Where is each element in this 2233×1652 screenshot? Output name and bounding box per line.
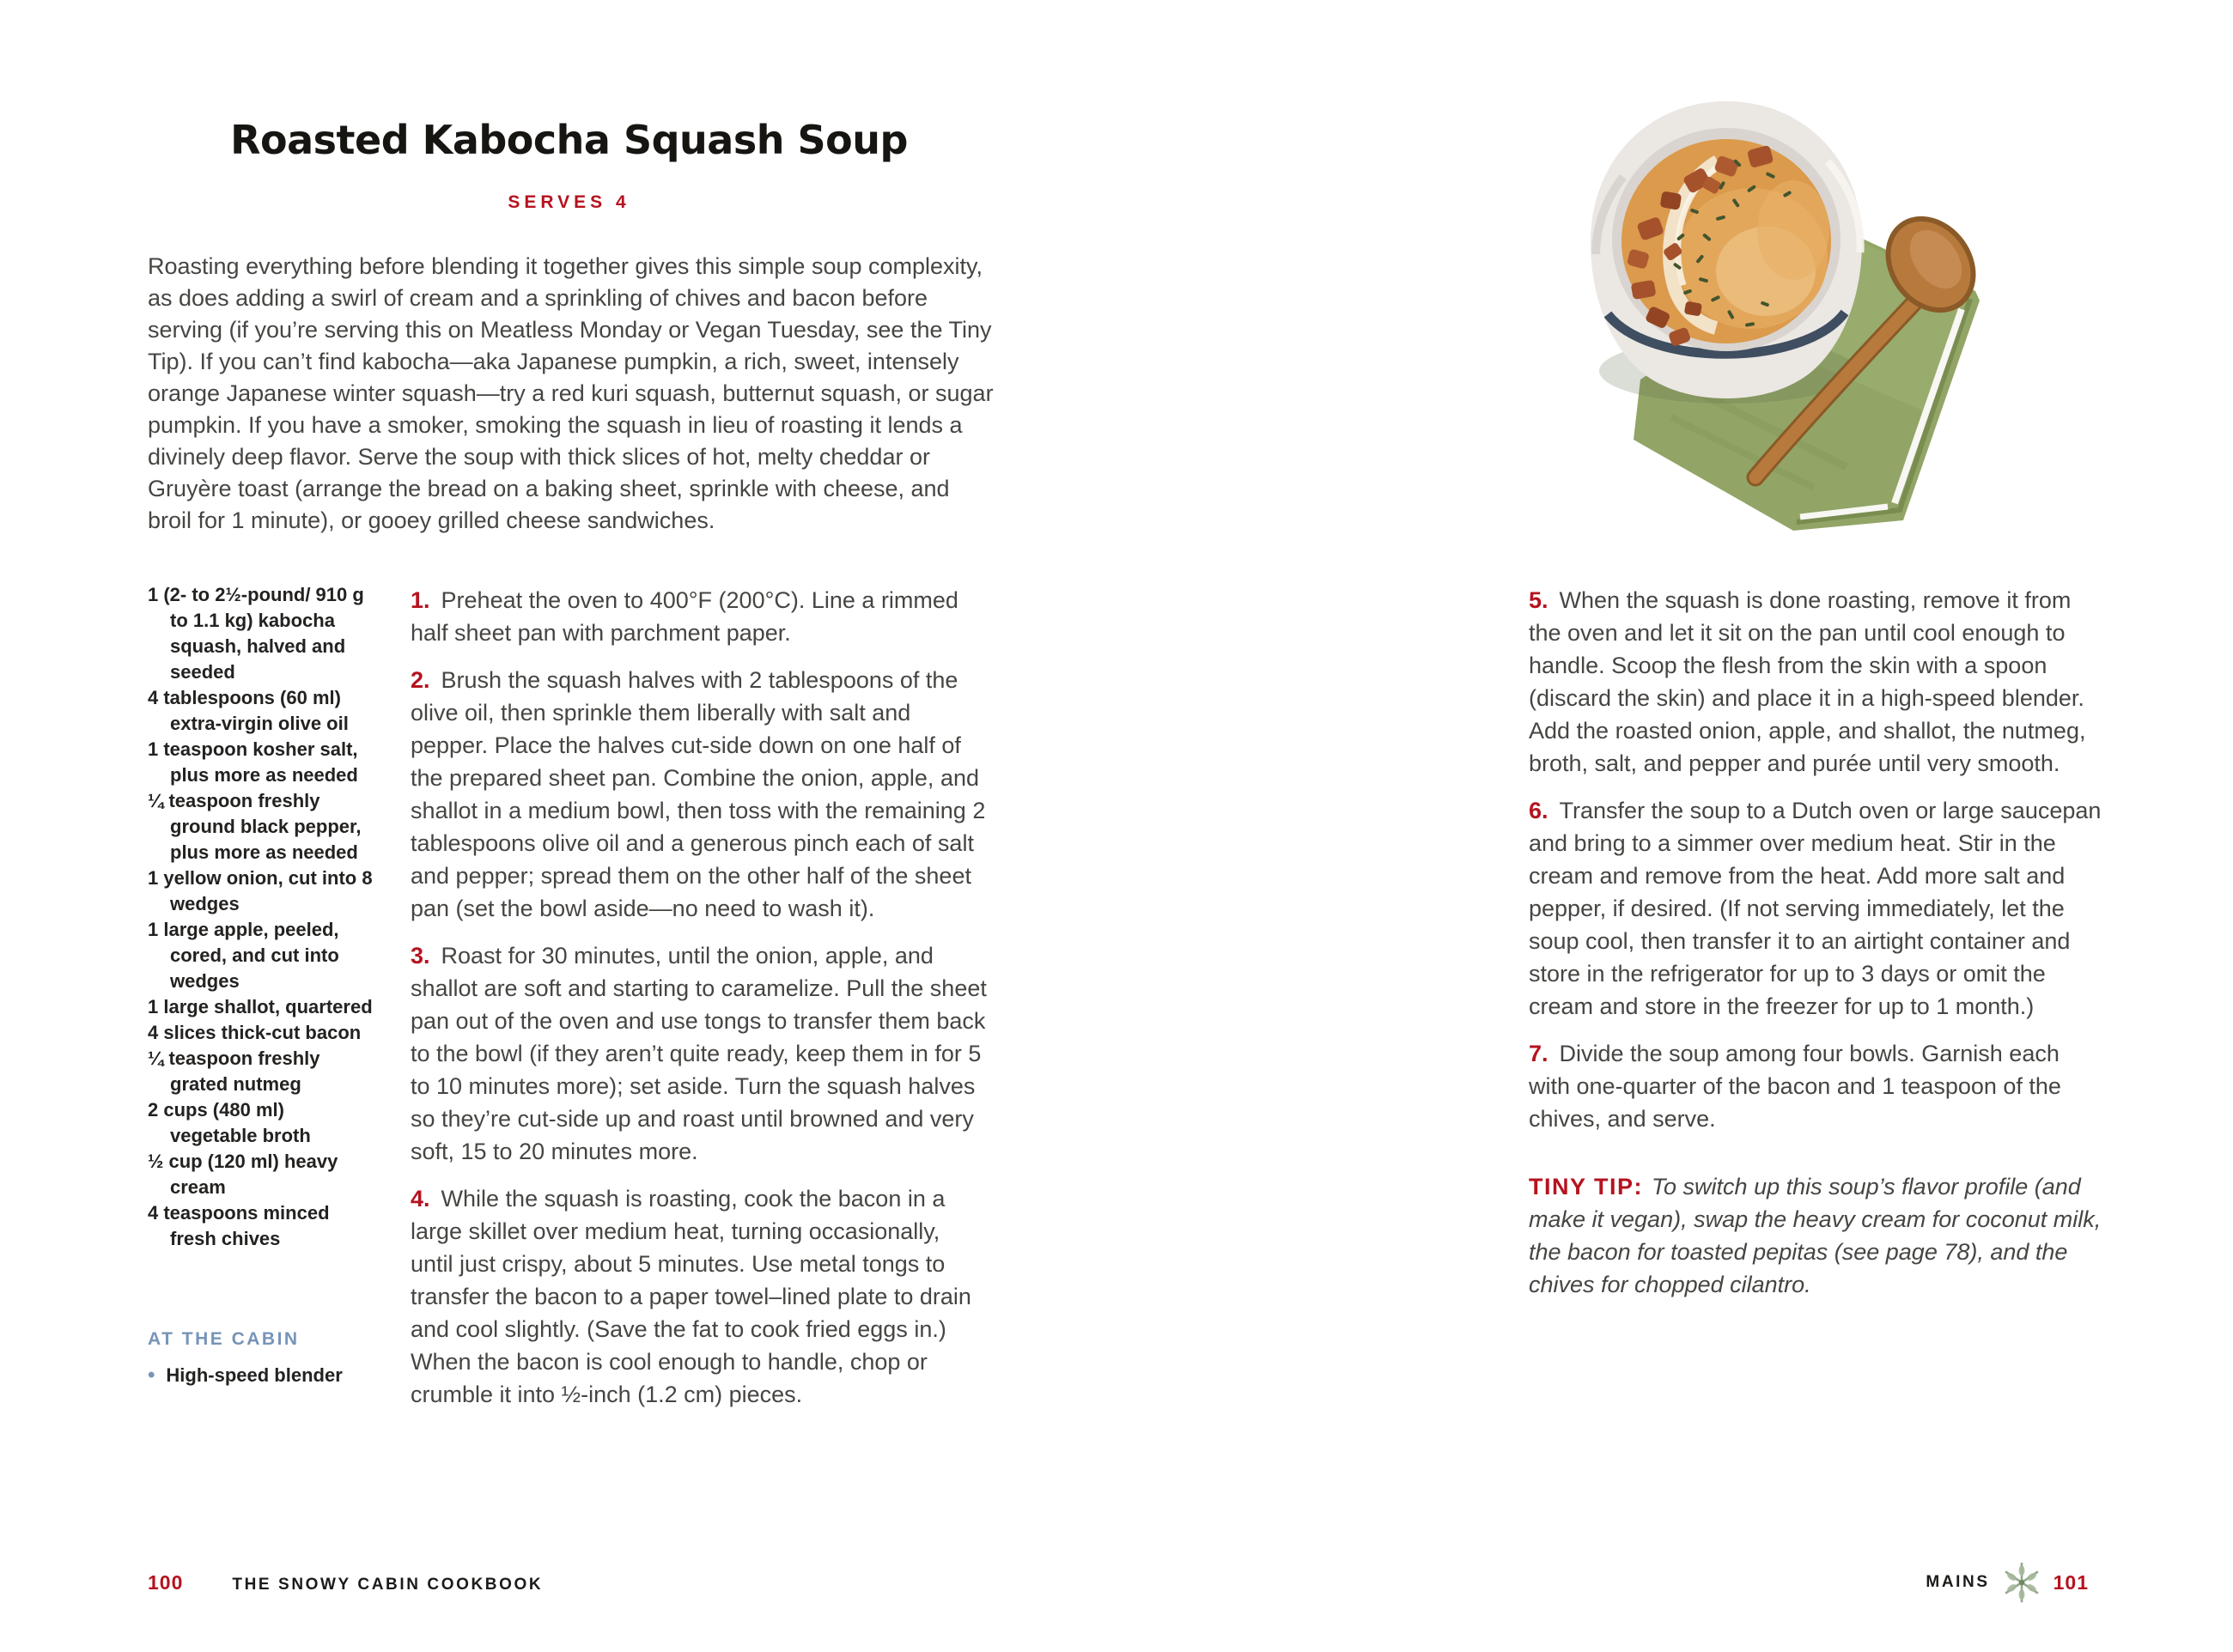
recipe-step-3: [411, 939, 988, 1168]
ingredient-item: 4 slices thick-cut bacon: [148, 1022, 362, 1043]
serves-label: SERVES 4: [508, 192, 630, 212]
steps-column-left: [411, 584, 988, 1425]
step-number: 5.: [1529, 587, 1548, 613]
step-number: 6.: [1529, 798, 1548, 823]
soup-bowl: [1591, 101, 1862, 404]
at-the-cabin-heading: AT THE CABIN: [148, 1329, 300, 1349]
ingredient-item: ¼ teaspoon freshly ground black pepper, plus more as needed: [148, 790, 362, 863]
step-text: When the squash is done roasting, remove it from the oven and let it sit on the pan until cool enough to handle. Scoop the flesh from the skin with a spoon (discard the skin) and place it in a high-speed blender. Add the roasted onion, apple, and shallot, the nutmeg, broth, salt, and pepper and purée until very smooth.: [1529, 587, 2086, 776]
recipe-step-1: [411, 584, 988, 649]
tiny-tip-label: TINY TIP:: [1529, 1174, 1644, 1200]
step-number: 2.: [411, 667, 430, 693]
step-text: Roast for 30 minutes, until the onion, apple, and shallot are soft and starting to caramelize. Pull the sheet pan out of the oven and use tongs to transfer them back to the bowl (if they aren’t quite ready, keep them in for 5 to 10 minutes more); set aside. Turn the squash halves so they’re cut-side up and roast until browned and very soft, 15 to 20 minutes more.: [411, 943, 987, 1164]
ingredient-item: 1 large apple, peeled, cored, and cut into wedges: [148, 919, 339, 992]
recipe-step-7: [1529, 1037, 2102, 1135]
ingredient-item: 1 yellow onion, cut into 8 wedges: [148, 867, 373, 914]
step-number: 4.: [411, 1186, 430, 1212]
book-title: THE SNOWY CABIN COOKBOOK: [232, 1576, 544, 1594]
recipe-title: Roasted Kabocha Squash Soup: [230, 117, 908, 163]
footer-left: [148, 1571, 543, 1594]
footer-right: [1926, 1559, 2089, 1606]
ingredient-item: 1 (2- to 2½-pound/ 910 g to 1.1 kg) kabocha squash, halved and seeded: [148, 584, 364, 683]
step-text: Preheat the oven to 400°F (200°C). Line a rimmed half sheet pan with parchment paper.: [411, 587, 958, 646]
tiny-tip: [1529, 1170, 2102, 1301]
recipe-step-4: [411, 1182, 988, 1411]
recipe-intro: Roasting everything before blending it together gives this simple soup complexity, as does adding a swirl of cream and a sprinkling of chives and bacon before serving (if you’re serving this on Meatless Monday or Vegan Tuesday, see the Tiny Tip). If you can’t find kabocha—aka Japanese pumpkin, a rich, sweet, intensely orange Japanese winter squash—try a red kuri squash, butternut squash, or sugar pumpkin. If you have a smoker, smoking the squash in lieu of roasting it lends a divinely deep flavor. Serve the soup with thick slices of hot, melty cheddar or Gruyère toast (arrange the bread on a baking sheet, sprinkle with cheese, and broil for 1 minute), or gooey grilled cheese sandwiches.: [148, 253, 994, 533]
step-number: 7.: [1529, 1041, 1548, 1066]
bullet-icon: •: [148, 1364, 155, 1387]
ingredient-item: ¼ teaspoon freshly grated nutmeg: [148, 1048, 320, 1095]
tiny-tip-text: To switch up this soup’s flavor profile (and make it vegan), swap the heavy cream for coconut milk, the bacon for toasted pepitas (see page 78), and the chives for chopped cilantro.: [1529, 1174, 2102, 1297]
section-label: MAINS: [1926, 1573, 1990, 1591]
step-number: 1.: [411, 587, 430, 613]
soup-bowl-illustration: [1589, 82, 2116, 556]
snowflake-icon: [2000, 1559, 2043, 1606]
step-text: Brush the squash halves with 2 tablespoons of the olive oil, then sprinkle them liberally with salt and pepper. Place the halves cut-side down on one half of the prepared sheet pan. Combine the onion, apple, and shallot in a medium bowl, then toss with the remaining 2 tablespoons olive oil and a generous pinch each of salt and pepper; spread them on the other half of the sheet pan (set the bowl aside—no need to wash it).: [411, 667, 986, 921]
step-text: Divide the soup among four bowls. Garnish each with one-quarter of the bacon and 1 teaspoon of the chives, and serve.: [1529, 1041, 2061, 1132]
step-number: 3.: [411, 943, 430, 969]
ingredient-item: ½ cup (120 ml) heavy cream: [148, 1151, 338, 1198]
page-number-left: 100: [148, 1571, 184, 1594]
step-text: While the squash is roasting, cook the bacon in a large skillet over medium heat, turning occasionally, until just crispy, about 5 minutes. Use metal tongs to transfer the bacon to a paper towel–lined plate to drain and cool slightly. (Save the fat to cook fried eggs in.) When the bacon is cool enough to handle, chop or crumble it into ½-inch (1.2 cm) pieces.: [411, 1186, 971, 1407]
ingredient-item: 4 tablespoons (60 ml) extra-virgin olive oil: [148, 687, 349, 734]
ingredient-item: 4 teaspoons minced fresh chives: [148, 1202, 330, 1249]
equipment-label: High-speed blender: [166, 1364, 343, 1386]
steps-column-right: [1529, 584, 2102, 1324]
ingredient-item: 1 teaspoon kosher salt, plus more as needed: [148, 738, 358, 786]
equipment-item: [148, 1364, 343, 1388]
recipe-step-5: [1529, 584, 2102, 780]
recipe-step-6: [1529, 794, 2102, 1023]
page-number-right: 101: [2053, 1570, 2089, 1594]
ingredients-list: [148, 582, 373, 1252]
ingredient-item: 2 cups (480 ml) vegetable broth: [148, 1099, 311, 1146]
ingredient-item: 1 large shallot, quartered: [148, 996, 373, 1017]
recipe-step-2: [411, 664, 988, 925]
step-text: Transfer the soup to a Dutch oven or large saucepan and bring to a simmer over medium heat. Stir in the cream and remove from the heat. Add more salt and pepper, if desired. (If not serving immediately, let the soup cool, then transfer it to an airtight container and store in the refrigerator for up to 3 days or omit the cream and store in the freezer for up to 1 month.): [1529, 798, 2102, 1019]
